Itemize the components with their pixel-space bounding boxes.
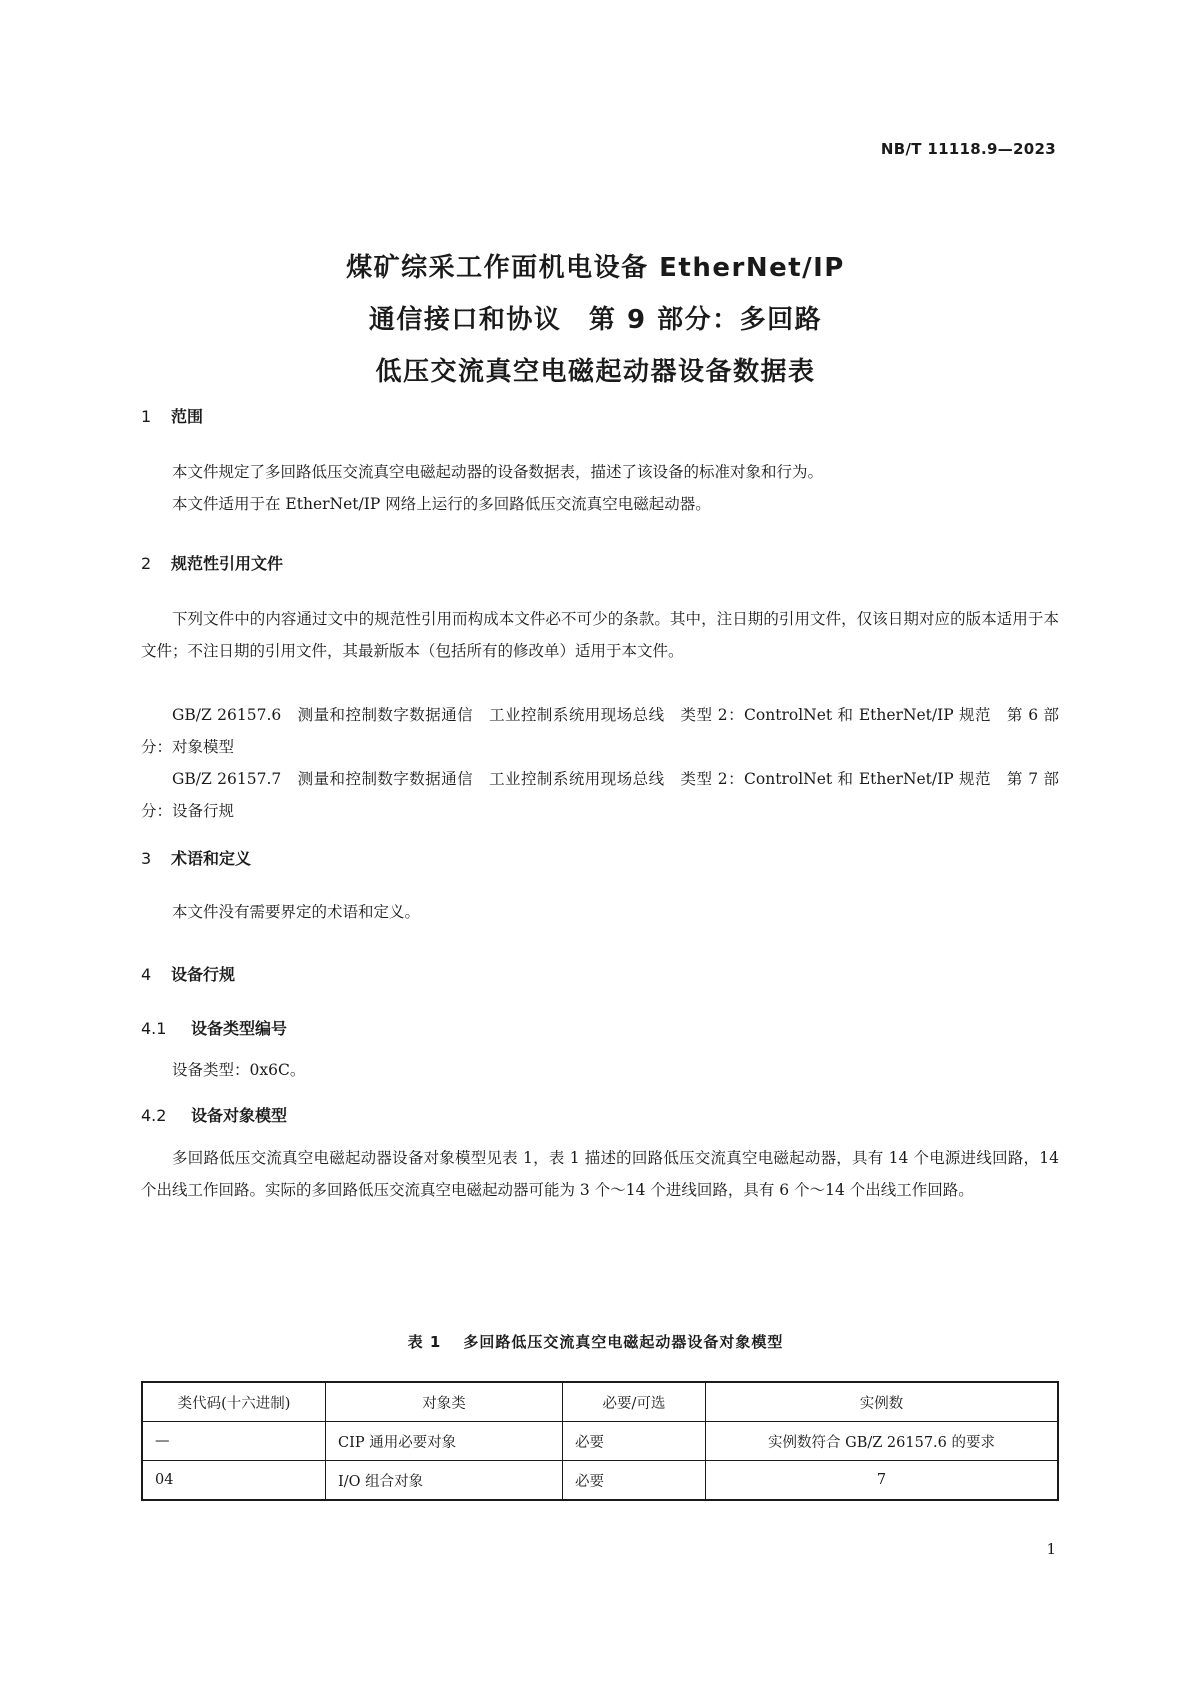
- cell-class-code: —: [142, 1422, 326, 1461]
- page-number: 1: [1046, 1540, 1056, 1558]
- section-4-2-heading: [141, 1103, 287, 1126]
- section-1-heading: [141, 404, 203, 427]
- cell-instance-count: 实例数符合 GB/Z 26157.6 的要求: [706, 1422, 1059, 1461]
- header-class-code: 类代码(十六进制): [142, 1382, 326, 1422]
- section-4-1-paragraph-1: 设备类型：0x6C。: [172, 1061, 306, 1079]
- cell-required-optional: 必要: [563, 1461, 706, 1501]
- section-title: 规范性引用文件: [171, 554, 284, 573]
- section-4-2-paragraph-1: 多回路低压交流真空电磁起动器设备对象模型见表 1，表 1 描述的回路低压交流真空电磁起动器，具有 14 个电源进线回路，14 个出线工作回路。实际的多回路低压交流真空电磁起动器可能为 3 个～14 个进线回路，具有 6 个～14 个出线工作回路。: [141, 1149, 1059, 1199]
- title-line-3: 低压交流真空电磁起动器设备数据表: [375, 357, 816, 387]
- section-number: 4.2: [141, 1106, 167, 1125]
- reference-gbz-26157-6: GB/Z 26157.6 测量和控制数字数据通信 工业控制系统用现场总线 类型 2：ControlNet 和 EtherNet/IP 规范 第 6 部分：对象模型: [141, 706, 1059, 756]
- cell-object-class: I/O 组合对象: [326, 1461, 563, 1501]
- title-line-2: 通信接口和协议 第 9 部分：多回路: [368, 305, 823, 335]
- table-row: [142, 1422, 1058, 1461]
- reference-gbz-26157-7: GB/Z 26157.7 测量和控制数字数据通信 工业控制系统用现场总线 类型 2：ControlNet 和 EtherNet/IP 规范 第 7 部分：设备行规: [141, 770, 1059, 820]
- section-number: 4.1: [141, 1019, 167, 1038]
- table-title: 多回路低压交流真空电磁起动器设备对象模型: [463, 1333, 784, 1351]
- section-1-paragraph-1: 本文件规定了多回路低压交流真空电磁起动器的设备数据表，描述了该设备的标准对象和行为。: [172, 463, 824, 481]
- cell-class-code: 04: [142, 1461, 326, 1501]
- table-number: 表 1: [407, 1333, 442, 1351]
- section-4-1-heading: [141, 1016, 287, 1039]
- title-line-1: 煤矿综采工作面机电设备 EtherNet/IP: [346, 253, 845, 283]
- table-row: [142, 1461, 1058, 1501]
- standard-code: NB/T 11118.9—2023: [880, 140, 1056, 158]
- device-object-model-table: [141, 1381, 1059, 1501]
- cell-object-class: CIP 通用必要对象: [326, 1422, 563, 1461]
- section-number: 4: [141, 965, 152, 984]
- header-object-class: 对象类: [326, 1382, 563, 1422]
- section-3-paragraph-1: 本文件没有需要界定的术语和定义。: [172, 903, 421, 921]
- section-title: 范围: [171, 407, 204, 426]
- section-4-heading: [141, 962, 235, 985]
- cell-required-optional: 必要: [563, 1422, 706, 1461]
- section-title: 术语和定义: [171, 849, 252, 868]
- header-required-optional: 必要/可选: [563, 1382, 706, 1422]
- section-3-heading: [141, 846, 251, 869]
- section-title: 设备对象模型: [191, 1106, 288, 1125]
- document-title: [0, 242, 1191, 398]
- section-1-paragraph-2: 本文件适用于在 EtherNet/IP 网络上运行的多回路低压交流真空电磁起动器。: [172, 495, 711, 513]
- cell-instance-count: 7: [706, 1461, 1059, 1501]
- section-title: 设备行规: [171, 965, 236, 984]
- section-title: 设备类型编号: [191, 1019, 288, 1038]
- section-number: 1: [141, 407, 152, 426]
- table-1-caption: [0, 1331, 1191, 1352]
- section-2-heading: [141, 551, 283, 574]
- section-number: 3: [141, 849, 152, 868]
- section-number: 2: [141, 554, 152, 573]
- section-2-paragraph-1: 下列文件中的内容通过文中的规范性引用而构成本文件必不可少的条款。其中，注日期的引用文件，仅该日期对应的版本适用于本文件；不注日期的引用文件，其最新版本（包括所有的修改单）适用于本文件。: [141, 610, 1059, 660]
- header-instance-count: 实例数: [706, 1382, 1059, 1422]
- table-header-row: [142, 1382, 1058, 1422]
